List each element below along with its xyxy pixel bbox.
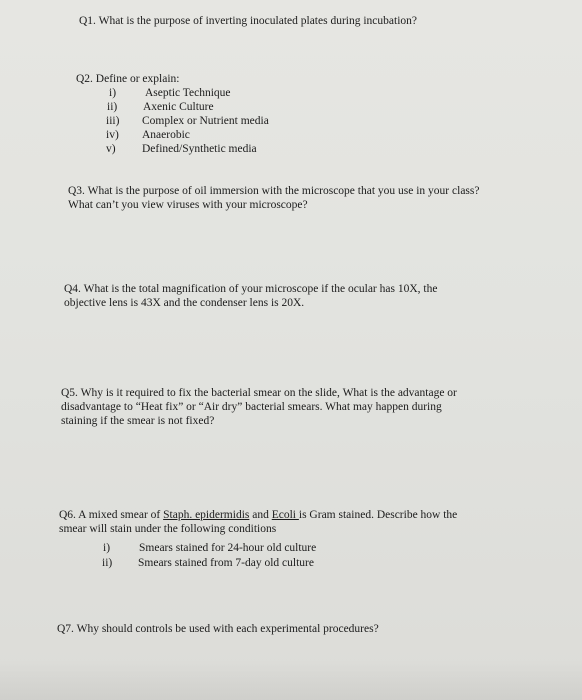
question-5-line-1: Q5. Why is it required to fix the bacterial smear on the slide, What is the advantage or bbox=[61, 387, 457, 399]
question-4 bbox=[64, 282, 437, 310]
item-text: Smears stained for 24-hour old culture bbox=[139, 542, 317, 554]
question-7 bbox=[57, 622, 379, 636]
question-4-line-2: objective lens is 43X and the condenser lens is 20X. bbox=[64, 297, 305, 309]
question-6-intro: Q6. A mixed smear of bbox=[59, 509, 164, 521]
question-2-item-5 bbox=[106, 142, 257, 156]
question-7-text: Q7. Why should controls be used with each experimental procedures? bbox=[57, 623, 379, 635]
question-3-line-1: Q3. What is the purpose of oil immersion with the microscope that you use in your class? bbox=[68, 185, 480, 197]
question-5-line-3: staining if the smear is not fixed? bbox=[61, 415, 215, 427]
question-1 bbox=[79, 14, 417, 28]
item-number: ii) bbox=[107, 101, 118, 113]
item-number: i) bbox=[109, 87, 117, 99]
organism-ecoli: Ecoli bbox=[271, 509, 299, 521]
item-number: v) bbox=[106, 143, 116, 155]
question-3-line-2: What can’t you view viruses with your microscope? bbox=[68, 199, 308, 211]
item-number: iv) bbox=[106, 129, 119, 141]
question-6-and: and bbox=[249, 509, 272, 521]
question-6-line-2: smear will stain under the following conditions bbox=[59, 523, 277, 535]
question-6-item-1 bbox=[103, 541, 316, 555]
question-2-item-4 bbox=[106, 128, 190, 142]
item-text: Smears stained from 7-day old culture bbox=[138, 557, 314, 569]
question-2-item-1 bbox=[109, 86, 231, 100]
page-shadow bbox=[0, 660, 582, 700]
question-5-line-2: disadvantage to “Heat fix” or “Air dry” bacterial smears. What may happen during bbox=[61, 401, 442, 413]
question-2-text: Q2. Define or explain: bbox=[76, 73, 180, 85]
question-3 bbox=[68, 184, 479, 212]
item-number: i) bbox=[103, 542, 111, 554]
question-1-text: Q1. What is the purpose of inverting inoculated plates during incubation? bbox=[79, 15, 417, 27]
question-6-item-2 bbox=[102, 556, 314, 570]
organism-staph: Staph. epidermidis bbox=[163, 509, 250, 521]
question-5 bbox=[61, 386, 457, 428]
item-text: Anaerobic bbox=[142, 129, 190, 141]
question-6-rest: is Gram stained. Describe how the bbox=[298, 509, 458, 521]
item-number: ii) bbox=[102, 557, 113, 569]
item-text: Complex or Nutrient media bbox=[142, 115, 269, 127]
question-6 bbox=[59, 508, 457, 536]
item-text: Defined/Synthetic media bbox=[142, 143, 257, 155]
question-6-line-1 bbox=[59, 508, 457, 522]
question-2-item-3 bbox=[106, 114, 269, 128]
item-number: iii) bbox=[106, 115, 120, 127]
item-text: Aseptic Technique bbox=[145, 87, 231, 99]
question-2 bbox=[76, 72, 179, 86]
item-text: Axenic Culture bbox=[143, 101, 214, 113]
question-2-item-2 bbox=[107, 100, 214, 114]
question-4-line-1: Q4. What is the total magnification of your microscope if the ocular has 10X, the bbox=[64, 283, 438, 295]
